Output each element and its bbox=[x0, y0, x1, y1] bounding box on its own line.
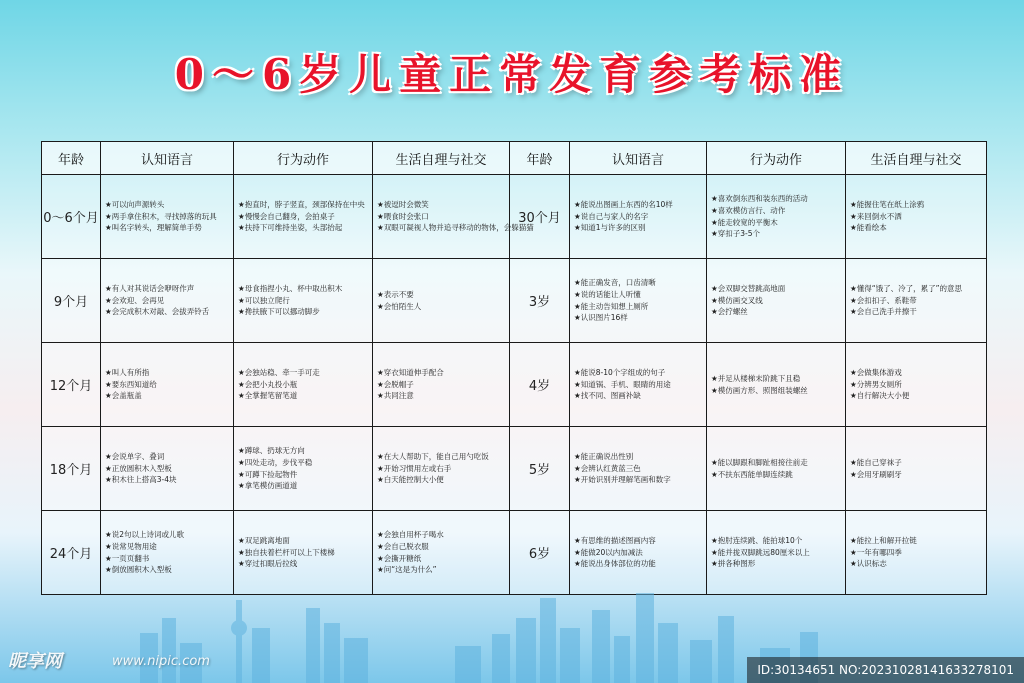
list-item: ★独自扶着栏杆可以上下楼梯 bbox=[238, 547, 335, 557]
list-item: ★有思维的描述图画内容 bbox=[574, 536, 656, 546]
list-item: ★喜欢模仿言行、动作 bbox=[711, 205, 786, 215]
header-row bbox=[42, 142, 987, 175]
age-cell: 0～6个月 bbox=[42, 175, 101, 259]
self-care-cell bbox=[846, 343, 987, 427]
list-item: ★找不同、图画补缺 bbox=[574, 391, 641, 401]
list-item: ★不扶东西能单脚连续跳 bbox=[711, 469, 793, 479]
age-cell: 9个月 bbox=[42, 259, 101, 343]
list-item: ★要东西知道给 bbox=[105, 379, 157, 389]
list-item: ★有人对其说话会咿呀作声 bbox=[105, 284, 195, 294]
self-care-cell bbox=[373, 259, 510, 343]
list-item: ★正放圆积木入型板 bbox=[105, 463, 172, 473]
table-body bbox=[42, 175, 987, 595]
list-item: ★会独自用杯子喝水 bbox=[377, 530, 444, 540]
list-item: ★可以独立爬行 bbox=[238, 295, 290, 305]
list-item: ★会完成积木对敲、会拔弄铃舌 bbox=[105, 307, 210, 317]
age-cell: 30个月 bbox=[510, 175, 570, 259]
list-item: ★会双脚交替跳高地面 bbox=[711, 284, 786, 294]
list-item: ★双眼可凝视人物并追寻移动的物体，会躲猫猫 bbox=[377, 223, 534, 233]
list-item: ★会用牙刷刷牙 bbox=[850, 469, 902, 479]
list-item: ★共同注意 bbox=[377, 391, 414, 401]
age-cell: 3岁 bbox=[510, 259, 570, 343]
self-care-cell bbox=[846, 511, 987, 595]
list-item: ★能握住笔在纸上涂鸦 bbox=[850, 200, 925, 210]
list-item: ★能说出图画上东西的名10样 bbox=[574, 200, 673, 210]
list-item: ★会拧螺丝 bbox=[711, 307, 748, 317]
list-item: ★表示不要 bbox=[377, 289, 414, 299]
list-item: ★来回倒水不洒 bbox=[850, 211, 902, 221]
list-item: ★会独站稳、牵一手可走 bbox=[238, 368, 320, 378]
list-item: ★全掌握笔留笔道 bbox=[238, 391, 298, 401]
cognition-cell bbox=[101, 427, 234, 511]
list-item: ★认识图片16样 bbox=[574, 313, 628, 323]
list-item: ★慢慢会自己翻身，会拍桌子 bbox=[238, 211, 335, 221]
table-row bbox=[42, 427, 987, 511]
list-item: ★能主动告知想上厕所 bbox=[574, 301, 649, 311]
list-item: ★说自己与家人的名字 bbox=[574, 211, 649, 221]
header-motor: 行为动作 bbox=[707, 142, 846, 175]
self-care-cell bbox=[846, 259, 987, 343]
table-row bbox=[42, 343, 987, 427]
list-item: ★两手拿住积木，寻找掉落的玩具 bbox=[105, 211, 217, 221]
motor-cell bbox=[234, 175, 373, 259]
table-row bbox=[42, 175, 987, 259]
list-item: ★能看绘本 bbox=[850, 223, 887, 233]
list-item: ★倒放圆积木入型板 bbox=[105, 565, 172, 575]
list-item: ★说2句以上诗词或儿歌 bbox=[105, 530, 184, 540]
motor-cell bbox=[707, 259, 846, 343]
list-item: ★会盖瓶盖 bbox=[105, 391, 142, 401]
list-item: ★能做20以内加减法 bbox=[574, 547, 643, 557]
list-item: ★懂得“饿了、冷了，累了”的意思 bbox=[850, 284, 962, 294]
list-item: ★拼各种图形 bbox=[711, 559, 756, 569]
watermark-logo: 昵享网 bbox=[8, 651, 62, 672]
list-item: ★能以脚跟和脚趾相接往前走 bbox=[711, 457, 808, 467]
age-cell: 4岁 bbox=[510, 343, 570, 427]
list-item: ★会自己洗手并擦干 bbox=[850, 307, 917, 317]
development-table bbox=[41, 141, 987, 595]
header-self-care: 生活自理与社交 bbox=[373, 142, 510, 175]
list-item: ★知道1与许多的区别 bbox=[574, 223, 646, 233]
list-item: ★穿衣知道伸手配合 bbox=[377, 368, 444, 378]
list-item: ★可以向声源转头 bbox=[105, 200, 165, 210]
header-self-care: 生活自理与社交 bbox=[846, 142, 987, 175]
motor-cell bbox=[234, 259, 373, 343]
list-item: ★一页页翻书 bbox=[105, 553, 150, 563]
list-item: ★会扣扣子、系鞋带 bbox=[850, 295, 917, 305]
age-cell: 18个月 bbox=[42, 427, 101, 511]
list-item: ★积木往上搭高3-4块 bbox=[105, 475, 177, 485]
list-item: ★在大人帮助下，能自己用勺吃饭 bbox=[377, 452, 489, 462]
cognition-cell bbox=[570, 511, 707, 595]
self-care-cell bbox=[373, 511, 510, 595]
list-item: ★分辨男女厕所 bbox=[850, 379, 902, 389]
cognition-cell bbox=[101, 259, 234, 343]
list-item: ★自行解决大小便 bbox=[850, 391, 910, 401]
list-item: ★说常见物用途 bbox=[105, 541, 157, 551]
motor-cell bbox=[707, 427, 846, 511]
table-row bbox=[42, 259, 987, 343]
table-row bbox=[42, 511, 987, 595]
age-cell: 24个月 bbox=[42, 511, 101, 595]
motor-cell bbox=[707, 175, 846, 259]
list-item: ★抱肘连续跳、能拍球10个 bbox=[711, 536, 803, 546]
list-item: ★会怕陌生人 bbox=[377, 301, 422, 311]
list-item: ★拿笔模仿画道道 bbox=[238, 481, 298, 491]
motor-cell bbox=[234, 427, 373, 511]
list-item: ★喂食时会张口 bbox=[377, 211, 429, 221]
list-item: ★穿过扣眼后拉线 bbox=[238, 559, 298, 569]
list-item: ★能并拢双脚跳远80厘米以上 bbox=[711, 547, 810, 557]
list-item: ★并足从楼梯末阶跳下且稳 bbox=[711, 373, 801, 383]
list-item: ★会说单字、叠词 bbox=[105, 452, 165, 462]
list-item: ★能正确发音，口齿清晰 bbox=[574, 278, 656, 288]
self-care-cell bbox=[846, 427, 987, 511]
cognition-cell bbox=[570, 343, 707, 427]
list-item: ★四处走动，步伐平稳 bbox=[238, 457, 313, 467]
list-item: ★母食指捏小丸、杯中取出积木 bbox=[238, 284, 343, 294]
list-item: ★会做集体游戏 bbox=[850, 368, 902, 378]
list-item: ★叫人有所指 bbox=[105, 368, 150, 378]
list-item: ★可蹲下捡起物件 bbox=[238, 469, 298, 479]
self-care-cell bbox=[373, 427, 510, 511]
header-motor: 行为动作 bbox=[234, 142, 373, 175]
list-item: ★会辨认红黄蓝三色 bbox=[574, 463, 641, 473]
list-item: ★一年有哪四季 bbox=[850, 547, 902, 557]
self-care-cell bbox=[846, 175, 987, 259]
image-id-badge: ID:30134651 NO:20231028141633278101 bbox=[747, 657, 1024, 683]
header-age: 年龄 bbox=[42, 142, 101, 175]
list-item: ★能说出身体部位的功能 bbox=[574, 559, 656, 569]
age-cell: 12个月 bbox=[42, 343, 101, 427]
motor-cell bbox=[707, 511, 846, 595]
list-item: ★能正确说出性别 bbox=[574, 452, 634, 462]
header-cognition: 认知语言 bbox=[570, 142, 707, 175]
list-item: ★叫名字转头，理解简单手势 bbox=[105, 223, 202, 233]
cognition-cell bbox=[570, 427, 707, 511]
list-item: ★会脱帽子 bbox=[377, 379, 414, 389]
list-item: ★会自己脱衣服 bbox=[377, 541, 429, 551]
cognition-cell bbox=[101, 511, 234, 595]
list-item: ★说的话能让人听懂 bbox=[574, 289, 641, 299]
age-cell: 6岁 bbox=[510, 511, 570, 595]
list-item: ★搀扶腋下可以挪动脚步 bbox=[238, 307, 320, 317]
list-item: ★知道锅、手机、眼睛的用途 bbox=[574, 379, 671, 389]
cognition-cell bbox=[570, 259, 707, 343]
list-item: ★扶持下可维持坐姿，头部抬起 bbox=[238, 223, 343, 233]
list-item: ★双足跳离地面 bbox=[238, 536, 290, 546]
list-item: ★能拉上和解开拉链 bbox=[850, 536, 917, 546]
list-item: ★能走较宽的平衡木 bbox=[711, 217, 778, 227]
list-item: ★模仿画方形、照图组装螺丝 bbox=[711, 385, 808, 395]
list-item: ★模仿画交叉线 bbox=[711, 295, 763, 305]
cognition-cell bbox=[101, 175, 234, 259]
self-care-cell bbox=[373, 343, 510, 427]
header-age: 年龄 bbox=[510, 142, 570, 175]
list-item: ★白天能控制大小便 bbox=[377, 475, 444, 485]
age-cell: 5岁 bbox=[510, 427, 570, 511]
header-cognition: 认知语言 bbox=[101, 142, 234, 175]
cognition-cell bbox=[570, 175, 707, 259]
list-item: ★认识标志 bbox=[850, 559, 887, 569]
motor-cell bbox=[707, 343, 846, 427]
list-item: ★会撕开糖纸 bbox=[377, 553, 422, 563]
self-care-cell bbox=[373, 175, 534, 259]
list-item: ★开始习惯用左或右手 bbox=[377, 463, 452, 473]
motor-cell bbox=[234, 343, 373, 427]
list-item: ★被逗时会微笑 bbox=[377, 200, 429, 210]
list-item: ★问“这是为什么” bbox=[377, 565, 437, 575]
list-item: ★穿扣子3-5个 bbox=[711, 229, 760, 239]
list-item: ★蹲球、扔球无方向 bbox=[238, 446, 305, 456]
list-item: ★会欢迎、会再见 bbox=[105, 295, 165, 305]
list-item: ★喜欢倒东西和装东西的活动 bbox=[711, 194, 808, 204]
list-item: ★开始识别并理解笔画和数字 bbox=[574, 475, 671, 485]
list-item: ★会把小丸投小瓶 bbox=[238, 379, 298, 389]
watermark-url: www.nipic.com bbox=[112, 654, 210, 669]
list-item: ★抱直时，脖子竖直，颈部保持在中央 bbox=[238, 200, 365, 210]
cognition-cell bbox=[101, 343, 234, 427]
list-item: ★能说8-10个字组成的句子 bbox=[574, 368, 666, 378]
motor-cell bbox=[234, 511, 373, 595]
page-title: 0～6岁儿童正常发育参考标准 bbox=[174, 50, 850, 99]
list-item: ★能自己穿袜子 bbox=[850, 457, 902, 467]
